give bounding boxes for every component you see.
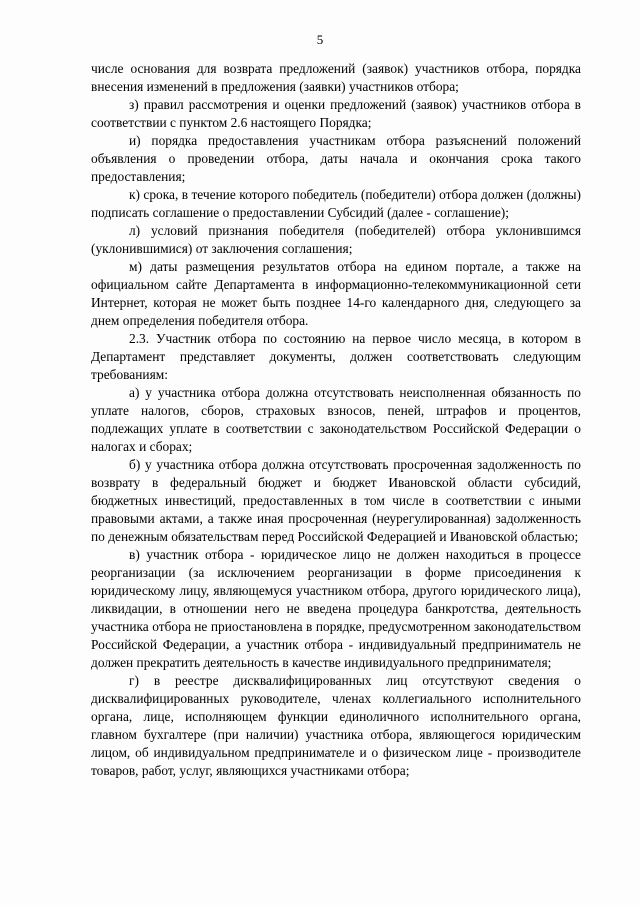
paragraph-l: л) условий признания победителя (победителей) отбора уклонившимся (уклонившимися) от заключения соглашения; — [91, 223, 581, 256]
paragraph-b: б) у участника отбора должна отсутствовать просроченная задолженность по возврату в федеральный бюджет и бюджет Ивановской области субсидий, бюджетных инвестиций, предоставленных в том числе в соответствии с иными правовыми актами, а также иная просроченная (неурегулированная) задолженность по денежным обязательствам перед Российской Федерацией и Ивановской областью; — [91, 457, 581, 544]
document-body — [91, 60, 581, 780]
paragraph-i: и) порядка предоставления участникам отбора разъяснений положений объявления о проведении отбора, даты начала и окончания срока такого предоставления; — [91, 133, 581, 184]
paragraph-2-3: 2.3. Участник отбора по состоянию на первое число месяца, в котором в Департамент представляет документы, должен соответствовать следующим требованиям: — [91, 331, 581, 382]
paragraph-continuation: числе основания для возврата предложений (заявок) участников отбора, порядка внесения изменений в предложения (заявки) участников отбора; — [91, 61, 581, 94]
paragraph-k: к) срока, в течение которого победитель (победители) отбора должен (должны) подписать соглашение о предоставлении Субсидий (далее - соглашение); — [91, 187, 581, 220]
page-number: 5 — [316, 32, 324, 47]
paragraph-v: в) участник отбора - юридическое лицо не должен находиться в процессе реорганизации (за исключением реорганизации в форме присоединения к юридическому лицу, являющемуся участником отбора, другого юридического лица), ликвидации, в отношении него не введена процедура банкротства, деятельность участника отбора не приостановлена в порядке, предусмотренном законодательством Российской Федерации, а участник отбора - индивидуальный предприниматель не должен прекратить деятельность в качестве индивидуального предпринимателя; — [91, 547, 581, 670]
paragraph-z: з) правил рассмотрения и оценки предложений (заявок) участников отбора в соответствии с пунктом 2.6 настоящего Порядка; — [91, 97, 581, 130]
paragraph-g: г) в реестре дисквалифицированных лиц отсутствуют сведения о дисквалифицированных руководителе, членах коллегиального исполнительного органа, лице, исполняющем функции единоличного исполнительного органа, главном бухгалтере (при наличии) участника отбора, являющегося юридическим лицом, об индивидуальном предпринимателе и о физическом лице - производителе товаров, работ, услуг, являющихся участниками отбора; — [91, 673, 581, 778]
paragraph-a: а) у участника отбора должна отсутствовать неисполненная обязанность по уплате налогов, сборов, страховых взносов, пеней, штрафов и процентов, подлежащих уплате в соответствии с законодательством Российской Федерации о налогах и сборах; — [91, 385, 581, 454]
paragraph-m: м) даты размещения результатов отбора на едином портале, а также на официальном сайте Департамента в информационно-телекоммуникационной сети Интернет, которая не может быть позднее 14-го календарного дня, следующего за днем определения победителя отбора. — [91, 259, 581, 328]
